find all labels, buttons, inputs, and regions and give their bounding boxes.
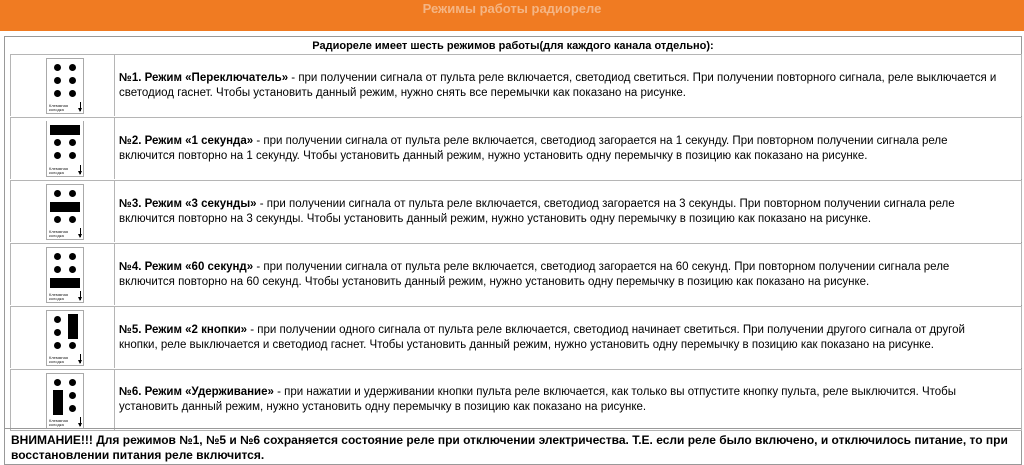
pin-dot bbox=[69, 190, 76, 197]
modes-table bbox=[10, 54, 1022, 431]
pin-dot bbox=[54, 216, 61, 223]
mode-6-text: - при нажатии и удерживании кнопки пульта реле включается, как только вы отпустите кнопку пульта, реле выключится. Чтобы установить данный режим, нужно установить одну перемычку в позицию как показано на рисунке. bbox=[119, 386, 957, 413]
mode-row-6 bbox=[10, 369, 1022, 431]
mode-6-title: №6. Режим «Удерживание» bbox=[119, 386, 274, 398]
jumper-diagram bbox=[46, 373, 84, 429]
intro-heading: Радиореле имеет шесть режимов работы(для каждого канала отдельно): bbox=[312, 40, 714, 52]
pin-dot bbox=[54, 77, 61, 84]
arrow-down-icon bbox=[80, 165, 81, 174]
mode-2-diagram-cell bbox=[11, 118, 115, 179]
terminal-label: Клеммная колодка bbox=[49, 292, 68, 301]
page-banner bbox=[0, 0, 1024, 31]
jumper-bar bbox=[50, 125, 80, 135]
pin-dot bbox=[54, 329, 61, 336]
banner-title: Режимы работы радиореле bbox=[422, 1, 602, 16]
pin-dot bbox=[54, 379, 61, 386]
jumper-diagram bbox=[46, 310, 84, 366]
pin-dot bbox=[54, 90, 61, 97]
pin-dot bbox=[54, 266, 61, 273]
arrow-down-icon bbox=[80, 228, 81, 237]
modes-panel bbox=[4, 36, 1022, 465]
mode-5-title: №5. Режим «2 кнопки» bbox=[119, 323, 248, 336]
pin-dot bbox=[54, 342, 61, 349]
arrow-down-icon bbox=[80, 291, 81, 300]
pin-dot bbox=[69, 216, 76, 223]
pin-dot bbox=[69, 152, 76, 159]
terminal-label: Клеммная колодка bbox=[49, 103, 68, 112]
mode-5-diagram-cell bbox=[11, 307, 115, 368]
arrow-down-icon bbox=[80, 354, 81, 363]
pin-dot bbox=[54, 253, 61, 260]
mode-row-4 bbox=[10, 243, 1022, 305]
arrow-down-icon bbox=[80, 102, 81, 111]
mode-6-diagram-cell bbox=[11, 370, 115, 430]
pin-dot bbox=[54, 152, 61, 159]
mode-5-description bbox=[119, 323, 997, 353]
pin-dot bbox=[54, 190, 61, 197]
mode-row-2 bbox=[10, 117, 1022, 179]
jumper-diagram bbox=[46, 121, 84, 177]
jumper-diagram bbox=[46, 184, 84, 240]
pin-dot bbox=[69, 392, 76, 399]
jumper-diagram bbox=[46, 247, 84, 303]
jumper-diagram bbox=[46, 58, 84, 114]
arrow-down-icon bbox=[80, 417, 81, 426]
pin-dot bbox=[69, 90, 76, 97]
jumper-bar bbox=[50, 202, 80, 212]
mode-row-5 bbox=[10, 306, 1022, 368]
mode-5-text: - при получении одного сигнала от пульта реле включается, светодиод начинает светиться. При получении другого сигнала от другой кнопки, реле выключается и светодиод гаснет. Чтобы установить данный режим, нужно установить одну перемычку в позицию как показано на рисунке. bbox=[119, 323, 965, 351]
terminal-label: Клеммная колодка bbox=[49, 355, 68, 364]
mode-1-diagram-cell bbox=[11, 55, 115, 116]
pin-dot bbox=[54, 316, 61, 323]
jumper-bar bbox=[68, 314, 78, 339]
mode-3-diagram-cell bbox=[11, 181, 115, 242]
pin-dot bbox=[69, 253, 76, 260]
mode-4-description bbox=[119, 260, 997, 290]
warning-note: ВНИМАНИЕ!!! Для режимов №1, №5 и №6 сохраняется состояние реле при отключении электричества. Т.Е. если реле было включено, и отключилось питание, то при восстановлении питания реле включится. bbox=[5, 428, 1021, 465]
mode-3-description bbox=[119, 197, 997, 227]
pin-dot bbox=[69, 64, 76, 71]
pin-dot bbox=[69, 266, 76, 273]
pin-dot bbox=[69, 405, 76, 412]
terminal-label: Клеммная колодка bbox=[49, 418, 68, 427]
mode-2-title: №2. Режим «1 секунда» bbox=[119, 134, 254, 147]
mode-6-description bbox=[119, 385, 997, 415]
mode-1-description bbox=[119, 71, 997, 101]
mode-2-description bbox=[119, 134, 997, 164]
terminal-label: Клеммная колодка bbox=[49, 166, 68, 175]
mode-row-1 bbox=[10, 54, 1022, 116]
mode-3-title: №3. Режим «3 секунды» bbox=[119, 197, 257, 210]
mode-row-3 bbox=[10, 180, 1022, 242]
mode-4-diagram-cell bbox=[11, 244, 115, 305]
pin-dot bbox=[54, 139, 61, 146]
mode-4-title: №4. Режим «60 секунд» bbox=[119, 260, 254, 273]
pin-dot bbox=[69, 342, 76, 349]
mode-1-title: №1. Режим «Переключатель» bbox=[119, 71, 289, 84]
jumper-bar bbox=[53, 390, 63, 415]
terminal-label: Клеммная колодка bbox=[49, 229, 68, 238]
mode-4-text: - при получении сигнала от пульта реле включается, светодиод загорается на 60 секунд. При повторном получении сигнала реле включится повторно на 60 секунд. Чтобы установить данный режим, нужно установить одну перемычку в позицию как показано на рисунке. bbox=[119, 260, 950, 288]
pin-dot bbox=[69, 139, 76, 146]
mode-2-text: - при получении сигнала от пульта реле включается, светодиод загорается на 1 секунду. При повторном получении сигнала реле включится повторно на 1 секунду. Чтобы установить данный режим, нужно установить одну перемычку в позицию как показано на рисунке. bbox=[119, 134, 948, 162]
pin-dot bbox=[69, 77, 76, 84]
jumper-bar bbox=[50, 278, 80, 288]
pin-dot bbox=[54, 64, 61, 71]
mode-3-text: - при получении сигнала от пульта реле включается, светодиод загорается на 3 секунды. При повторном получении сигнала реле включится повторно на 3 секунды. Чтобы установить данный режим, нужно установить одну перемычку в позицию как показано на рисунке. bbox=[119, 197, 955, 225]
mode-1-text: - при получении сигнала от пульта реле включается, светодиод светиться. При получении повторного сигнала, реле выключается и светодиод гаснет. Чтобы установить данный режим, нужно снять все перемычки как показано на рисунке. bbox=[119, 71, 997, 99]
pin-dot bbox=[69, 379, 76, 386]
